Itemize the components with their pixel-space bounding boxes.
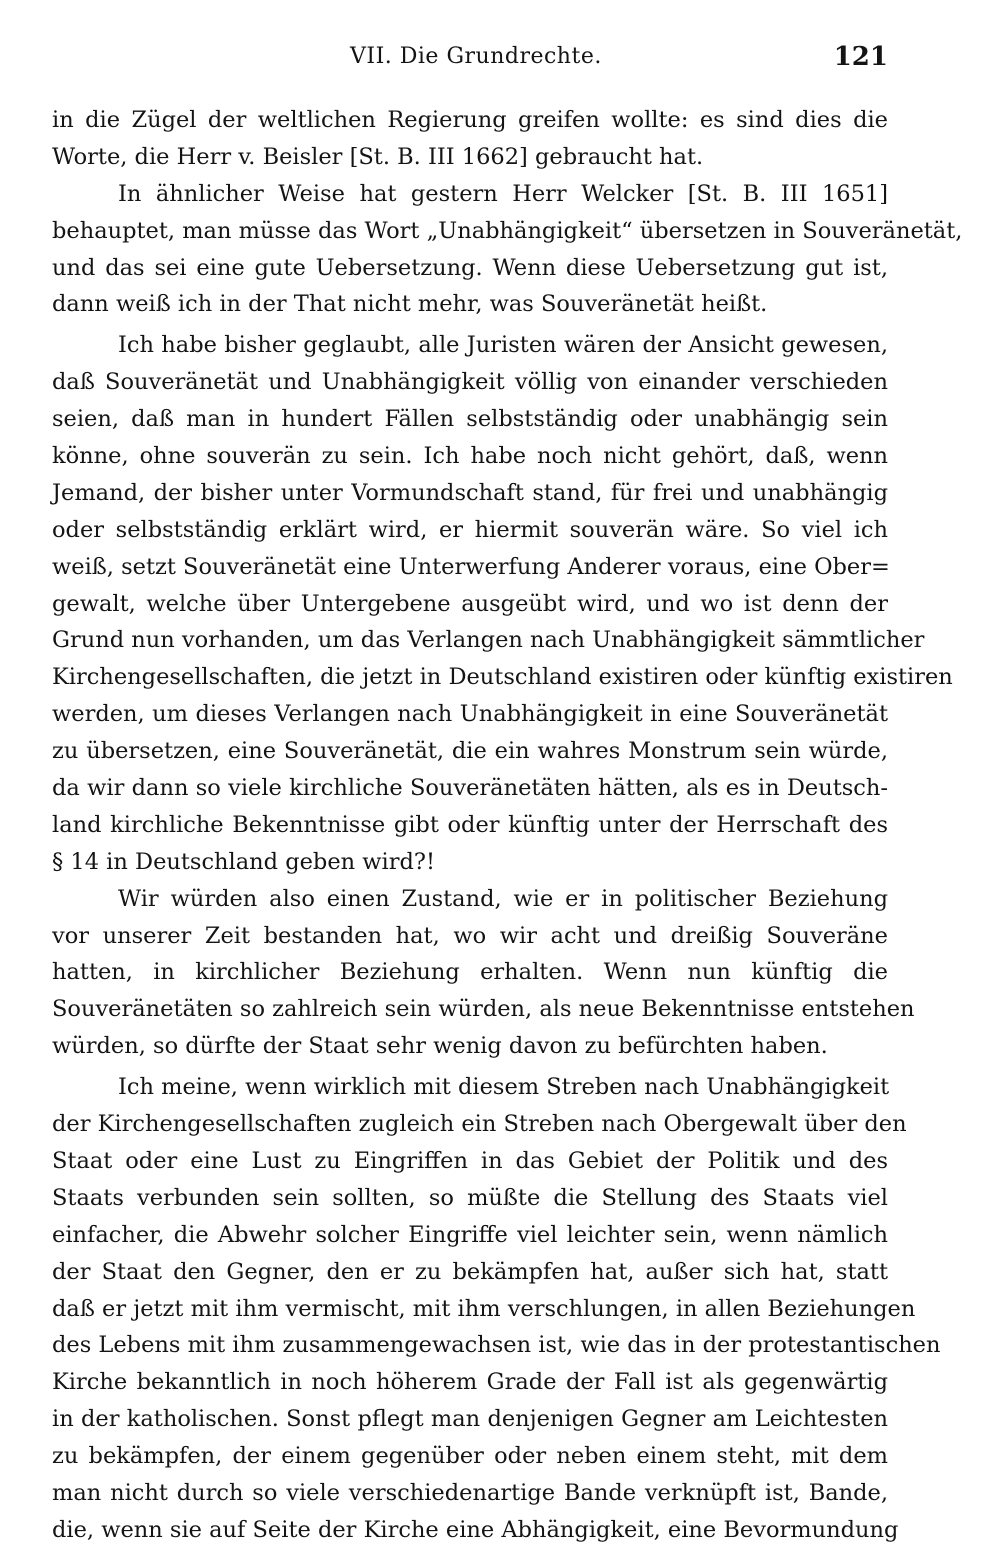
text-line: könne, ohne souverän zu sein. Ich habe noch nicht gehört, daß, wenn (52, 443, 888, 470)
text-line: Grund nun vorhanden, um das Verlangen nach Unabhängigkeit sämmtlicher (52, 627, 925, 654)
text-line: Jemand, der bisher unter Vormundschaft stand, für frei und unabhängig (52, 479, 888, 506)
text-line: Kirche bekanntlich in noch höherem Grade der Fall ist als gegenwärtig (52, 1369, 888, 1396)
body-text (52, 102, 963, 1549)
text-line: § 14 in Deutschland geben wird?! (52, 848, 436, 875)
page-header (52, 44, 888, 80)
text-line: oder selbstständig erklärt wird, er hiermit souverän wäre. So viel ich (52, 516, 888, 543)
text-line: hatten, in kirchlicher Beziehung erhalten. Wenn nun künftig die (52, 959, 888, 986)
text-line: daß Souveränetät und Unabhängigkeit völlig von einander verschieden (52, 369, 888, 396)
text-line: weiß, setzt Souveränetät eine Unterwerfung Anderer voraus, eine Ober= (52, 553, 890, 580)
text-line: Staats verbunden sein sollten, so müßte die Stellung des Staats viel (52, 1184, 888, 1211)
text-line: in die Zügel der weltlichen Regierung greifen wollte: es sind dies die (52, 107, 888, 133)
text-line: dann weiß ich in der That nicht mehr, was Souveränetät heißt. (52, 291, 768, 318)
text-line: da wir dann so viele kirchliche Souveränetäten hätten, als es in Deutsch- (52, 775, 888, 802)
text-line: In ähnlicher Weise hat gestern Herr Welcker [St. B. III 1651] (118, 180, 888, 207)
page-number: 121 (833, 42, 888, 72)
text-line: würden, so dürfte der Staat sehr wenig davon zu befürchten haben. (52, 1033, 828, 1060)
text-line: Wir würden also einen Zustand, wie er in politischer Beziehung (118, 885, 888, 912)
running-head: VII. Die Grundrechte. (350, 44, 602, 69)
text-line: Ich meine, wenn wirklich mit diesem Streben nach Unabhängigkeit (118, 1074, 890, 1101)
text-line: werden, um dieses Verlangen nach Unabhängigkeit in eine Souveränetät (52, 701, 888, 728)
text-line: Worte, die Herr v. Beisler [St. B. III 1662] gebraucht hat. (52, 143, 704, 170)
text-line: man nicht durch so viele verschiedenartige Bande verknüpft ist, Bande, (52, 1479, 888, 1506)
text-line: seien, daß man in hundert Fällen selbstständig oder unabhängig sein (52, 406, 888, 433)
text-line: Kirchengesellschaften, die jetzt in Deutschland existiren oder künftig existiren (52, 664, 953, 691)
text-line: zu bekämpfen, der einem gegenüber oder neben einem steht, mit dem (52, 1443, 888, 1470)
text-line: gewalt, welche über Untergebene ausgeübt wird, und wo ist denn der (52, 590, 888, 617)
text-line: daß er jetzt mit ihm vermischt, mit ihm verschlungen, in allen Beziehungen (52, 1295, 916, 1322)
text-line: und das sei eine gute Uebersetzung. Wenn diese Uebersetzung gut ist, (52, 254, 888, 281)
text-line: land kirchliche Bekenntnisse gibt oder künftig unter der Herrschaft des (52, 811, 888, 838)
text-line: behauptet, man müsse das Wort „Unabhängigkeit“ übersetzen in Souveränetät, (52, 217, 963, 244)
text-line: vor unserer Zeit bestanden hat, wo wir acht und dreißig Souveräne (52, 922, 888, 949)
text-line: Souveränetäten so zahlreich sein würden, als neue Bekenntnisse entstehen (52, 996, 915, 1023)
text-line: die, wenn sie auf Seite der Kirche eine Abhängigkeit, eine Bevormundung (52, 1516, 899, 1543)
text-line: zu übersetzen, eine Souveränetät, die ein wahres Monstrum sein würde, (52, 738, 888, 765)
text-line: Staat oder eine Lust zu Eingriffen in das Gebiet der Politik und des (52, 1147, 888, 1174)
text-line: der Staat den Gegner, den er zu bekämpfen hat, außer sich hat, statt (52, 1258, 888, 1285)
text-line: Ich habe bisher geglaubt, alle Juristen wären der Ansicht gewesen, (118, 332, 888, 359)
text-line: einfacher, die Abwehr solcher Eingriffe viel leichter sein, wenn nämlich (52, 1221, 888, 1248)
text-line: der Kirchengesellschaften zugleich ein Streben nach Obergewalt über den (52, 1111, 907, 1138)
text-line: des Lebens mit ihm zusammengewachsen ist, wie das in der protestantischen (52, 1332, 941, 1359)
text-line: in der katholischen. Sonst pflegt man denjenigen Gegner am Leichtesten (52, 1406, 888, 1433)
